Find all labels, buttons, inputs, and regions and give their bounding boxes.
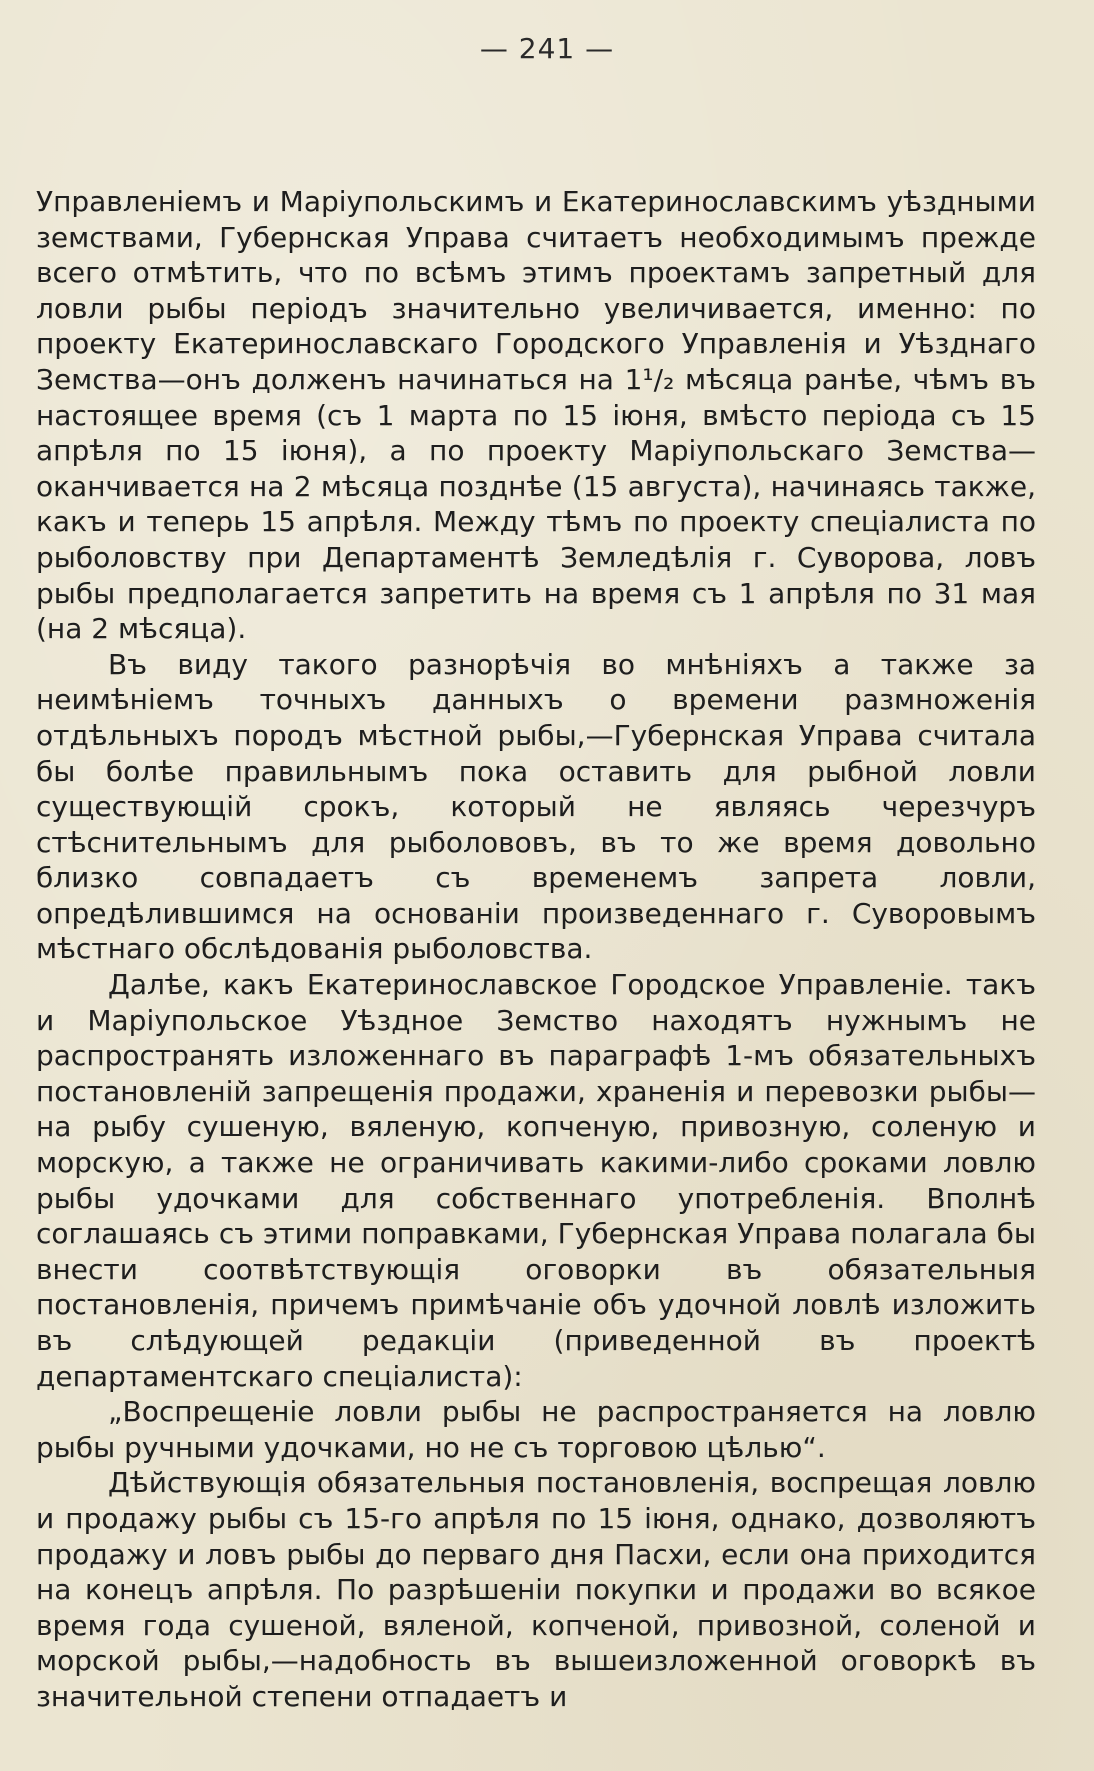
body-text: [36, 184, 1036, 1715]
paragraph-1: Управленіемъ и Маріупольскимъ и Екатеринославскимъ уѣздными земствами, Губернская Управа считаетъ необходимымъ прежде всего отмѣтить, что по всѣмъ этимъ проектамъ запретный для ловли рыбы періодъ значительно увеличивается, именно: по проекту Екатеринославскаго Городского Управленія и Уѣзднаго Земства—онъ долженъ начинаться на 1¹/₂ мѣсяца ранѣе, чѣмъ въ настоящее время (съ 1 марта по 15 іюня, вмѣсто періода съ 15 апрѣля по 15 іюня), а по проекту Маріупольскаго Земства—оканчивается на 2 мѣсяца позднѣе (15 августа), начинаясь также, какъ и теперь 15 апрѣля. Между тѣмъ по проекту спеціалиста по рыболовству при Департаментѣ Земледѣлія г. Суворова, ловъ рыбы предполагается запретить на время съ 1 апрѣля по 31 мая (на 2 мѣсяца).: [36, 185, 1036, 646]
page-number: — 241 —: [479, 32, 615, 65]
quote-paragraph: „Воспрещеніе ловли рыбы не распространяется на ловлю рыбы ручными удочками, но не съ торговою цѣлью“.: [36, 1395, 1036, 1464]
paragraph-3: Далѣе, какъ Екатеринославское Городское Управленіе. такъ и Маріупольское Уѣздное Земство находятъ нужнымъ не распространять изложеннаго въ параграфѣ 1-мъ обязательныхъ постановленій запрещенія продажи, храненія и перевозки рыбы—на рыбу сушеную, вяленую, копченую, привозную, соленую и морскую, а также не ограничивать какими-либо сроками ловлю рыбы удочками для собственнаго употребленія. Вполнѣ соглашаясь съ этими поправками, Губернская Управа полагала бы внести соотвѣтствующія оговорки въ обязательныя постановленія, причемъ примѣчаніе объ удочной ловлѣ изложить въ слѣдующей редакціи (приведенной въ проектѣ департаментскаго спеціалиста):: [36, 968, 1036, 1393]
paragraph-2: Въ виду такого разнорѣчія во мнѣніяхъ а также за неимѣніемъ точныхъ данныхъ о времени размноженія отдѣльныхъ породъ мѣстной рыбы,—Губернская Управа считала бы болѣе правильнымъ пока оставить для рыбной ловли существующій срокъ, который не являясь черезчуръ стѣснительнымъ для рыболововъ, въ то же время довольно близко совпадаетъ съ временемъ запрета ловли, опредѣлившимся на основаніи произведеннаго г. Суворовымъ мѣстнаго обслѣдованія рыболовства.: [36, 647, 1036, 966]
paragraph-5: Дѣйствующія обязательныя постановленія, воспрещая ловлю и продажу рыбы съ 15-го апрѣля по 15 іюня, однако, дозволяютъ продажу и ловъ рыбы до перваго дня Пасхи, если она приходится на конецъ апрѣля. По разрѣшеніи покупки и продажи во всякое время года сушеной, вяленой, копченой, привозной, соленой и морской рыбы,—надобность въ вышеизложенной оговоркѣ въ значительной степени отпадаетъ и: [36, 1466, 1036, 1713]
